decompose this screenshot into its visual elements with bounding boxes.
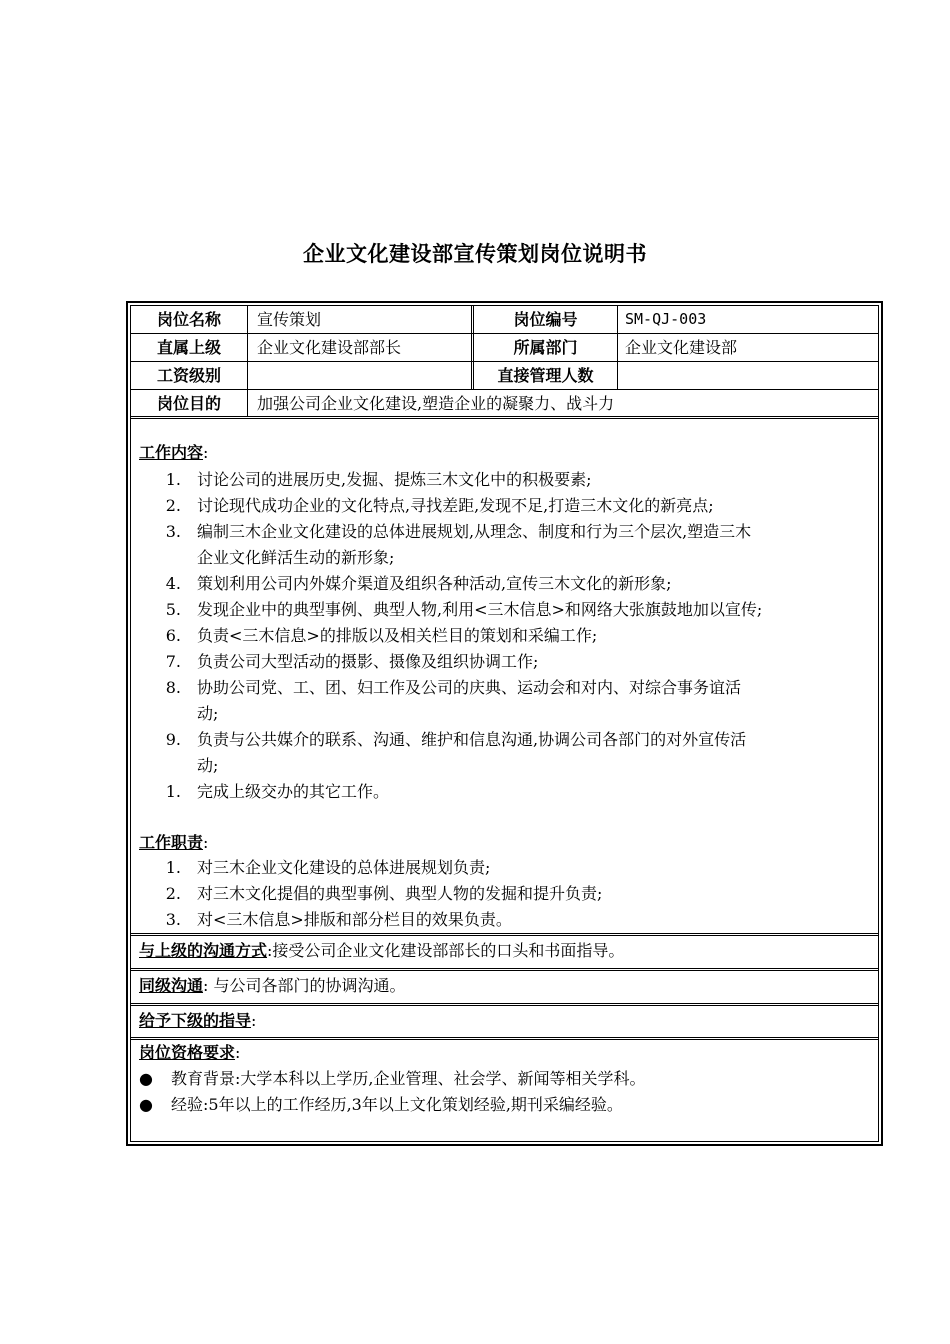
bullet-icon: ● [139,1069,153,1088]
list-item-number: 6. [165,626,181,645]
list-item-number: 7. [165,652,181,671]
list-item-number: 2. [165,496,181,515]
purpose-label: 岗位目的 [156,394,221,413]
list-item-text: 策划利用公司内外媒介渠道及组织各种活动,宣传三木文化的新形象; [197,574,672,593]
guidance-down: 给予下级的指导: [139,1011,257,1030]
work-content-heading: 工作内容: [139,443,209,462]
bullet-icon: ● [139,1095,153,1114]
list-item-number: 9. [165,730,181,749]
responsibilities-heading: 工作职责: [139,833,209,852]
list-item-number: 5. [165,600,181,619]
list-item-text: 负责<三木信息>的排版以及相关栏目的策划和采编工作; [197,626,598,645]
list-item-number: 3. [165,522,181,541]
purpose-value: 加强公司企业文化建设,塑造企业的凝聚力、战斗力 [257,394,615,413]
document-title: 企业文化建设部宣传策划岗位说明书 [303,242,647,266]
list-item-text: 对三木文化提倡的典型事例、典型人物的发掘和提升负责; [197,884,603,903]
list-item-text-continued: 动; [197,756,219,775]
position-code-value: SM-QJ-003 [625,310,707,328]
communication-peer: 同级沟通: 与公司各部门的协调沟通。 [139,976,406,995]
list-item-text: 对三木企业文化建设的总体进展规划负责; [197,858,491,877]
salary-label: 工资级别 [156,366,221,385]
department-label: 所属部门 [513,338,578,357]
position-name-label: 岗位名称 [156,310,221,329]
list-item-text: 编制三木企业文化建设的总体进展规划,从理念、制度和行为三个层次,塑造三木 [197,522,752,541]
managed-count-label: 直接管理人数 [497,366,594,385]
list-item-text-continued: 企业文化鲜活生动的新形象; [197,548,395,567]
job-description-table [126,301,883,1146]
list-item-number: 4. [165,574,181,593]
position-code-label: 岗位编号 [513,310,578,329]
communication-up: 与上级的沟通方式:接受公司企业文化建设部部长的口头和书面指导。 [139,941,625,960]
list-item-number: 1. [165,858,181,877]
list-item-text: 协助公司党、工、团、妇工作及公司的庆典、运动会和对内、对综合事务谊活 [197,678,742,697]
list-item-number: 8. [165,678,181,697]
list-item-number: 2. [165,884,181,903]
qualification-text: 经验:5年以上的工作经历,3年以上文化策划经验,期刊采编经验。 [171,1095,623,1114]
qualification-text: 教育背景:大学本科以上学历,企业管理、社会学、新闻等相关学科。 [171,1069,646,1088]
superior-label: 直属上级 [156,338,221,357]
list-item-text-continued: 动; [197,704,219,723]
list-item-text: 讨论公司的进展历史,发掘、提炼三木文化中的积极要素; [197,470,592,489]
list-item-text: 完成上级交办的其它工作。 [197,782,390,801]
list-item-number: 1. [165,470,181,489]
list-item-number: 3. [165,910,181,929]
position-name-value: 宣传策划 [257,310,322,329]
list-item-text: 负责公司大型活动的摄影、摄像及组织协调工作; [197,652,539,671]
superior-value: 企业文化建设部部长 [257,338,402,357]
list-item-text: 负责与公共媒介的联系、沟通、维护和信息沟通,协调公司各部门的对外宣传活 [197,730,747,749]
department-value: 企业文化建设部 [625,338,738,357]
list-item-text: 发现企业中的典型事例、典型人物,利用<三木信息>和网络大张旗鼓地加以宣传; [197,600,763,619]
qualifications-heading: 岗位资格要求: [139,1043,241,1062]
list-item-number: 1. [165,782,181,801]
list-item-text: 讨论现代成功企业的文化特点,寻找差距,发现不足,打造三木文化的新亮点; [197,496,714,515]
list-item-text: 对<三木信息>排版和部分栏目的效果负责。 [197,910,512,929]
